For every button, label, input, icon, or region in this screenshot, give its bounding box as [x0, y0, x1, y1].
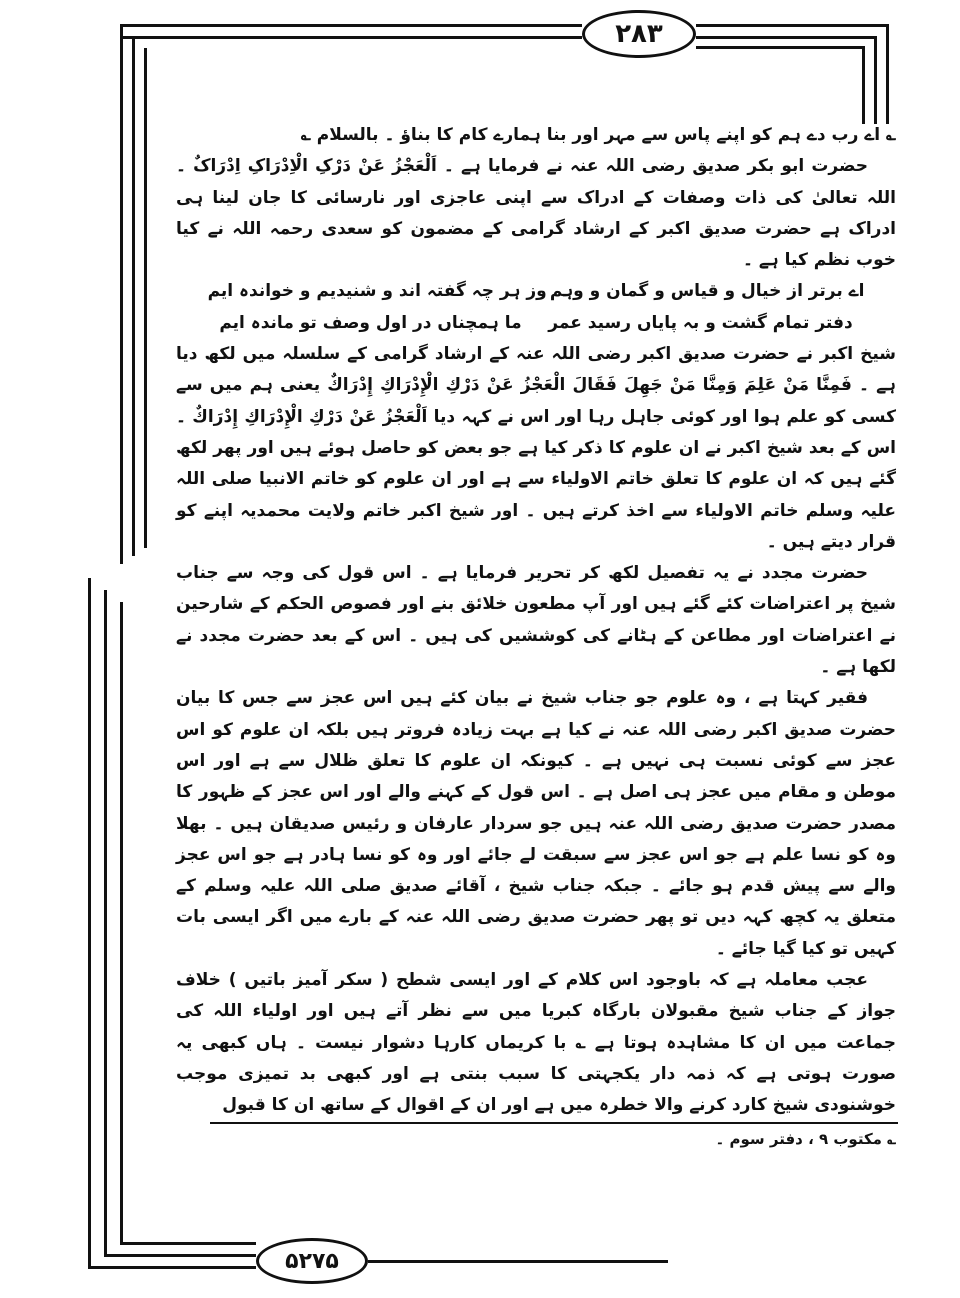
paragraph-5: عجب معاملہ ہے کہ باوجود اس کلام کے اور ایسی شطح ( سکر آمیز باتیں ) خلاف جواز کے جناب شیخ مقبولان بارگاہ کبریا میں سے نظر آتے ہیں اور اولیاء اللہ کی جماعت میں ان کا مشاہدہ ہوتا ہے ؎ با کریماں کارہا دشوار نیست ۔ ہاں کبھی یہ صورت ہوتی ہے کہ ذمہ دار یکجہتی کا سبب بنتی ہے اور کبھی بد تمیزی موجب خوشنودی شیخ کارد کرنے والا خطرہ میں ہے اور ان کے اقوال کے ساتھ ان کا قبول [176, 970, 896, 1116]
frame-bottom-line-2 [104, 1254, 256, 1257]
verse-row-2 [206, 308, 866, 339]
frame-left-lower-line-2 [104, 590, 107, 1256]
frame-top-line-3r [696, 46, 864, 49]
top-verse-line: ؎ اے رب دے ہم کو اپنے پاس سے مہر اور بنا ہمارے کام کا بناؤ ۔ بالسلام ؎ [300, 125, 896, 145]
verse-1a: اے برتر از خیال و قیاس و گمان و وہم [549, 281, 865, 302]
paragraph-2: شیخ اکبر نے حضرت صدیق اکبر رضی اللہ عنہ کے ارشاد گرامی کے سلسلہ میں لکھ دیا ہے ۔ فَمِنَّا مَنْ عَلِمَ وَمِنَّا مَنْ جَهِلَ فَقَالَ الْعَجْزُ عَنْ دَرْكِ الْإِدْرَاكِ إِدْرَاكٌ یعنی ہم میں سے کسی کو علم ہوا اور کوئی جاہل رہا اور اس نے کہہ دیا اَلْعَجْزُ عَنْ دَرْكِ الْإِدْرَاكِ إِدْرَاكٌ ۔ اس کے بعد شیخ اکبر نے ان علوم کا ذکر کیا ہے جو بعض کو حاصل ہوئے ہیں اور پھر لکھ گئے ہیں کہ ان علوم کا تعلق خاتم الاولیاء سے ہے اور ان علوم کو خاتم الانبیا صلی اللہ علیہ وسلم خاتم الاولیاء سے اخذ کرتے ہیں ۔ اور شیخ اکبر خاتم ولایت محمدیہ اپنے کو قرار دیتے ہیں ۔ [176, 344, 896, 552]
frame-top-line-1r [696, 24, 888, 27]
frame-left-lower-line-1 [88, 578, 91, 1268]
paragraph-1: حضرت ابو بکر صدیق رضی اللہ عنہ نے فرمایا ہے ۔ اَلْعَجْزُ عَنْ دَرْکِ الْاِدْرَاکِ اِدْرَاکٌ ۔ اللہ تعالیٰ کی ذات وصفات کے ادراک سے اپنی عاجزی اور نارسائی کا جان لینا ہی ادراک ہے حضرت صدیق اکبر کے ارشاد گرامی کے مضمون کو سعدی رحمہ اللہ نے کیا خوب نظم کیا ہے ۔ [176, 156, 896, 271]
bottom-page-number: ۵۲۷۵ [256, 1238, 368, 1284]
frame-right-line-2 [874, 36, 877, 124]
footnote: ؎ مکتوب ۹ ، دفتر سوم ۔ [715, 1130, 896, 1148]
verse-row-1 [206, 276, 866, 307]
main-text [176, 120, 896, 1122]
frame-right-line-3 [862, 46, 865, 124]
verse-2b: ما ہمچناں در اول وصف تو ماندہ ایم [219, 312, 522, 333]
frame-top-line-2 [120, 36, 582, 39]
footnote-divider [210, 1122, 898, 1124]
paragraph-3: حضرت مجدد نے یہ تفصیل لکھ کر تحریر فرمایا ہے ۔ اس قول کی وجہ سے جناب شیخ پر اعتراضات کئے گئے ہیں اور آپ مطعون خلائق بنے اور فصوص الحکم کے شارحین نے اعتراضات اور مطاعن کے ہٹانے کی کوششیں کی ہیں ۔ اس کے بعد حضرت مجدد نے لکھا ہے ۔ [176, 563, 896, 678]
frame-left-line-2 [132, 36, 135, 556]
frame-bottom-line-right [368, 1260, 668, 1263]
verse-1b: وز ہر چہ گفتہ اند و شنیدیم و خواندہ ایم [207, 281, 547, 302]
frame-left-line-1 [120, 24, 123, 564]
paragraph-4: فقیر کہتا ہے ، وہ علوم جو جناب شیخ نے بیان کئے ہیں اس عجز سے جس کا بیان حضرت صدیق اکبر رضی اللہ عنہ نے کیا ہے بہت زیادہ فروتر ہیں بلکہ ان علوم کو اس عجز سے کوئی نسبت ہی نہیں ہے ۔ کیونکہ ان علوم کا تعلق ظلال سے ہے اور اس موطن و مقام میں عجز ہی اصل ہے ۔ اس قول کے کہنے والے اور اس عجز کے ظہور کا مصدر حضرت صدیق رضی اللہ عنہ ہیں جو سردار عارفان و رئیس صدیقان ہیں ۔ بھلا وہ کو نسا علم ہے جو اس عجز سے سبقت لے جائے اور وہ کو نسا ہادر ہے جو اس عجز والے سے پیش قدم ہو جائے ۔ جبکہ جناب شیخ ، آقائے صدیق صلی اللہ علیہ وسلم کے متعلق یہ کچھ کہہ دیں تو پھر حضرت صدیق رضی اللہ عنہ کے بارے میں اگر ایسی بات کہیں تو کیا گیا جائے ۔ [176, 688, 896, 959]
frame-left-line-3 [144, 48, 147, 548]
frame-bottom-line-3 [120, 1242, 256, 1245]
frame-top-line-2r [696, 36, 876, 39]
frame-top-line-1 [120, 24, 582, 27]
frame-bottom-line-1 [88, 1266, 256, 1269]
verse-2a: دفتر تمام گشت و بہ پایاں رسید عمر [548, 312, 853, 333]
page-number: ۲۸۳ [582, 10, 696, 58]
frame-right-line-1 [886, 24, 889, 124]
frame-left-lower-line-3 [120, 602, 123, 1242]
